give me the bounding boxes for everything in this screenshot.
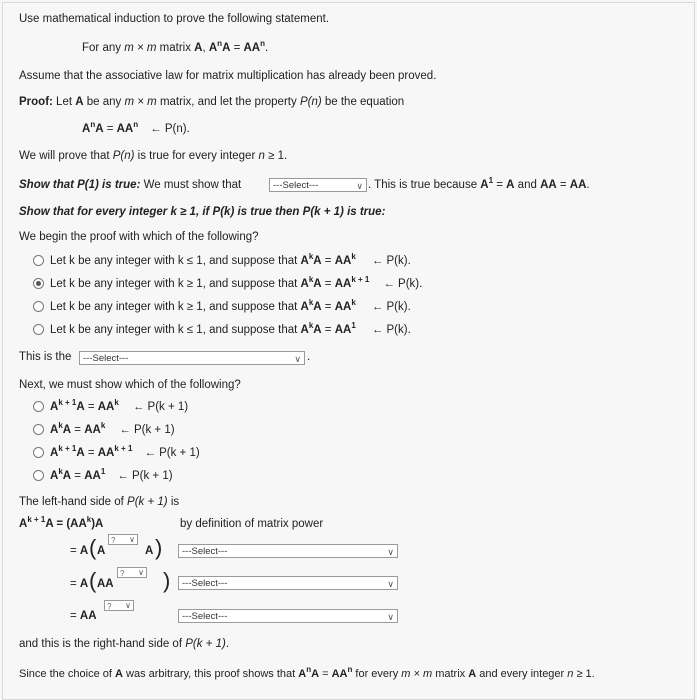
proof-intro: Proof: Let A be any m × m matrix, and let the property P(n) be the equation <box>19 96 405 108</box>
next-option-radio-3[interactable] <box>33 447 44 458</box>
pk-heading: Show that for every integer k ≥ 1, if P(k) is true then P(k + 1) is true: <box>19 206 386 218</box>
next-option-2[interactable]: $A^kA = AA^k$ ← P(k + 1) <box>50 421 175 436</box>
p1-reason: . This is true because $A^1 = A$ and AA = AA. <box>368 176 590 191</box>
exponent-select-2[interactable]: ? ∨ <box>108 534 138 545</box>
p1-select[interactable]: ---Select--- ∨ <box>269 178 367 192</box>
exponent-select-3[interactable]: ? ∨ <box>117 567 147 578</box>
paren-close-3: ) <box>163 568 171 593</box>
begin-question: We begin the proof with which of the following? <box>19 231 259 243</box>
begin-option-radio-1[interactable] <box>33 255 44 266</box>
exponent-select-4[interactable]: ? ∨ <box>104 600 134 611</box>
next-option-1[interactable]: $A^{k + 1}A = AA^k$ ← P(k + 1) <box>50 398 189 413</box>
base-step-select[interactable]: ---Select--- ∨ <box>79 351 305 365</box>
derivation-line-2-Aend: A <box>145 545 154 557</box>
begin-option-4[interactable]: Let k be any integer with k ≤ 1, and suppose that $A^kA = AA^1$ ← P(k). <box>50 321 411 336</box>
begin-option-3[interactable]: Let k be any integer with k ≥ 1, and suppose that $A^kA = AA^k$ ← P(k). <box>50 298 411 313</box>
derivation-line-3: = A <box>70 578 89 590</box>
next-option-radio-4[interactable] <box>33 470 44 481</box>
begin-option-radio-3[interactable] <box>33 301 44 312</box>
next-option-radio-1[interactable] <box>33 401 44 412</box>
derivation-line-2-A: A <box>97 545 106 557</box>
next-question: Next, we must show which of the following? <box>19 379 241 391</box>
derivation-line-1: $A^{k + 1}A = (AA^k)A$ <box>19 515 104 530</box>
reason-select-4[interactable]: ---Select--- ∨ <box>178 609 398 623</box>
paren-open-3: ( <box>89 568 97 593</box>
p1-line: Show that P(1) is true: We must show that <box>19 179 242 191</box>
begin-option-radio-2[interactable] <box>33 278 44 289</box>
next-option-3[interactable]: $A^{k + 1}A = AA^{k + 1}$ ← P(k + 1) <box>50 444 200 459</box>
pn-equation: $A^nA = AA^n$ ← P(n). <box>82 120 190 135</box>
reason-select-3[interactable]: ---Select--- ∨ <box>178 576 398 590</box>
conclusion-text: Since the choice of A was arbitrary, this proof shows that $A^nA = AA^n$ for every m × m matrix A and every integer n ≥ 1. <box>19 665 595 680</box>
begin-option-1[interactable]: Let k be any integer with k ≤ 1, and suppose that $A^kA = AA^k$ ← P(k). <box>50 252 411 267</box>
lhs-text: The left-hand side of P(k + 1) is <box>19 496 180 508</box>
paren-open-2: ( <box>89 535 97 560</box>
begin-option-radio-4[interactable] <box>33 324 44 335</box>
derivation-line-2: = A <box>70 545 89 557</box>
instruction-text: Use mathematical induction to prove the following statement. <box>19 13 330 25</box>
assumption-text: Assume that the associative law for matrix multiplication has already been proved. <box>19 70 437 82</box>
will-prove-text: We will prove that P(n) is true for every integer n ≥ 1. <box>19 150 288 162</box>
paren-close-2: ) <box>155 535 163 560</box>
this-is-label: This is the <box>19 351 72 363</box>
this-is-period: . <box>307 351 311 363</box>
reason-select-2[interactable]: ---Select--- ∨ <box>178 544 398 558</box>
derivation-line-4: = AA <box>70 610 97 622</box>
rhs-text: and this is the right-hand side of P(k + 1). <box>19 638 230 650</box>
next-option-4[interactable]: $A^kA = AA^1$ ← P(k + 1) <box>50 467 173 482</box>
begin-option-2[interactable]: Let k be any integer with k ≥ 1, and suppose that $A^kA = AA^{k + 1}$ ← P(k). <box>50 275 423 290</box>
derivation-line-3-AA: AA <box>97 578 114 590</box>
derivation-reason-1: by definition of matrix power <box>180 518 324 530</box>
next-option-radio-2[interactable] <box>33 424 44 435</box>
statement: For any m × m matrix A, $A^nA = AA^n$. <box>82 39 269 54</box>
